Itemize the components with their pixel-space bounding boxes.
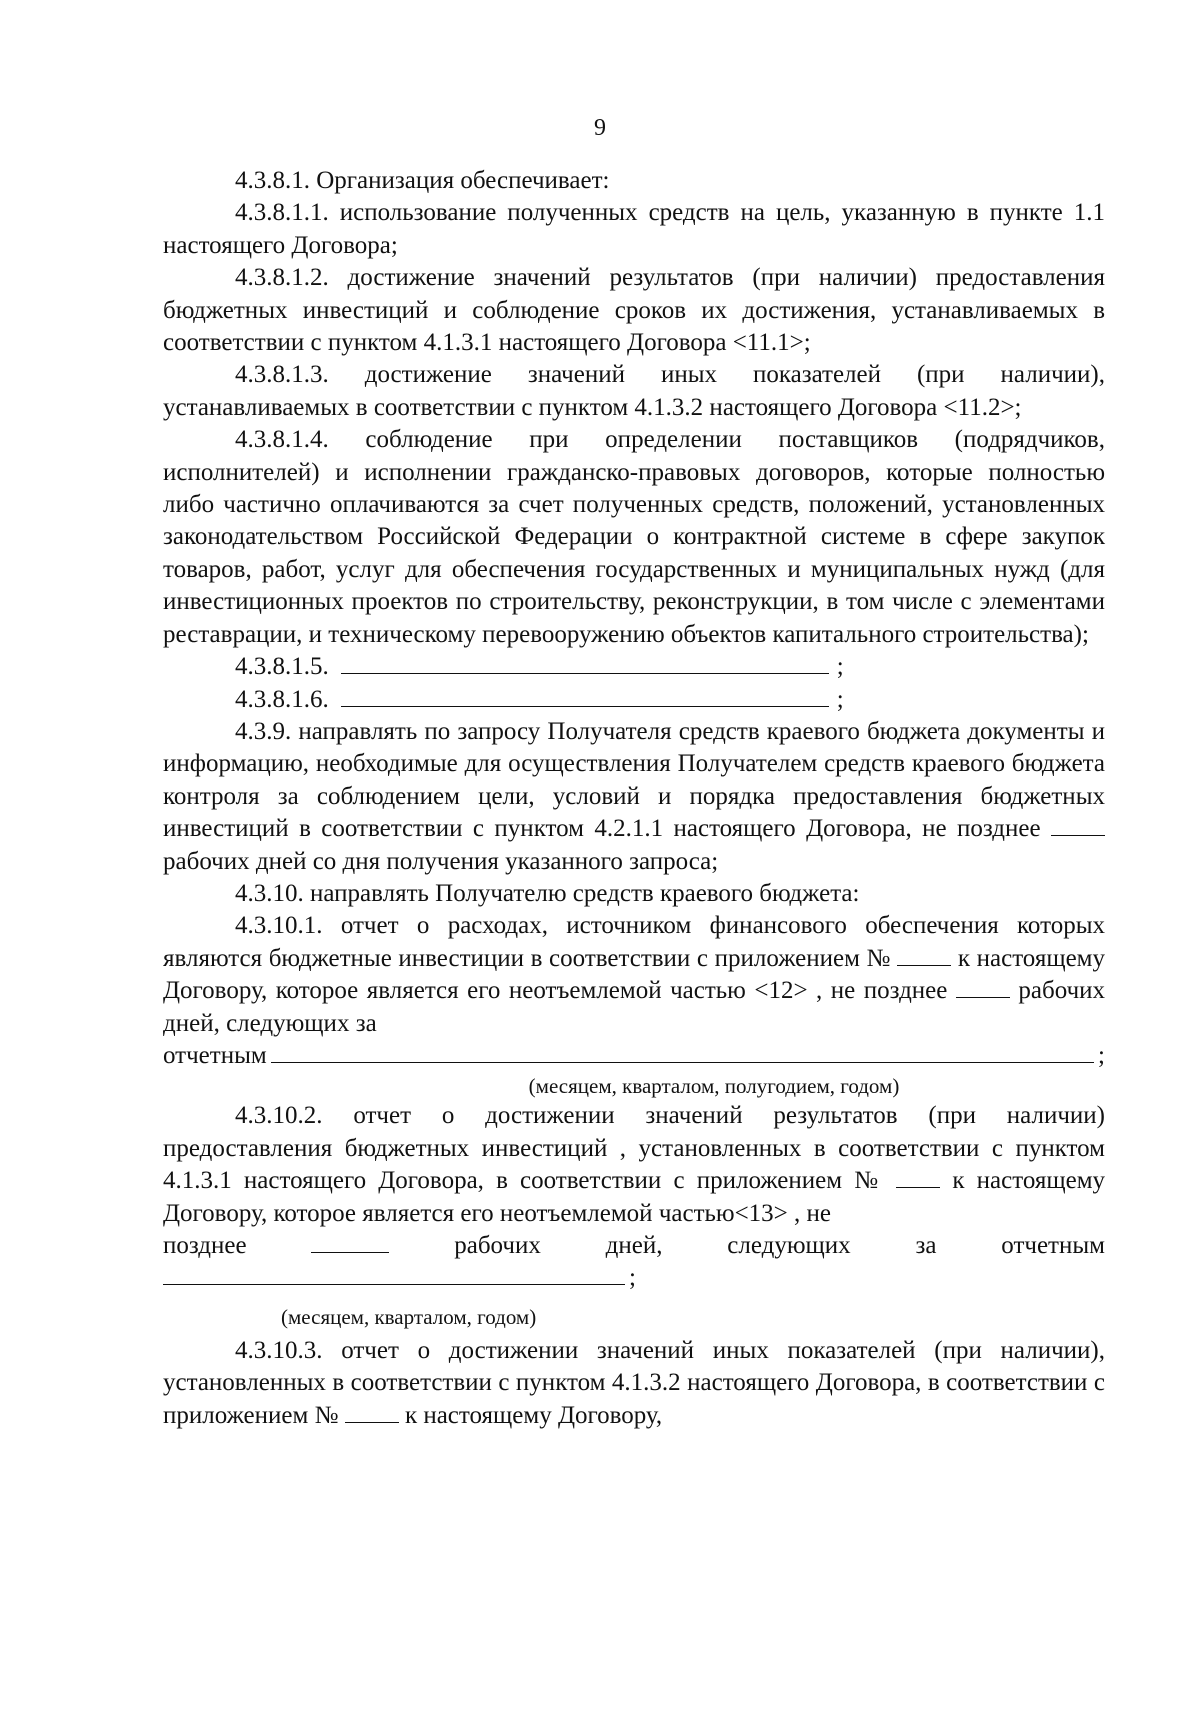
clause-4-3-9 (163, 716, 1105, 878)
clause-tail: ; (629, 1264, 636, 1292)
clause-4-3-8-1-1: 4.3.8.1.1. использование полученных средств на цель, указанную в пункте 1.1 настоящего Договора; (163, 199, 1105, 259)
reporting-period-blank[interactable] (271, 1040, 1094, 1063)
clause-text: 4.3.10.3. отчет о достижении значений иных показателей (при наличии), установленных в соответствии с пунктом 4.1.3.2 настоящего Договора, в соответствии с приложением № (163, 1336, 1105, 1429)
fill-in-blank[interactable] (341, 651, 829, 674)
clause-text: 4.3.9. направлять по запросу Получателя средств краевого бюджета документы и информацию, необходимые для осуществления Получателем средств краевого бюджета контроля за соблюдением цели, условий и порядка предоставления бюджетных инвестиций в соответствии с пунктом 4.2.1.1 настоящего Договора, не позднее (163, 717, 1105, 843)
clause-number: 4.3.8.1.5. (235, 653, 329, 681)
reporting-period-row-2 (163, 1262, 1105, 1294)
clause-4-3-8-1-5 (163, 651, 1105, 683)
clause-4-3-8-1-6 (163, 684, 1105, 716)
clause-4-3-10: 4.3.10. направлять Получателю средств краевого бюджета: (235, 879, 860, 907)
reporting-word: отчетным (163, 1041, 267, 1069)
clause-tail: ; (1098, 1041, 1105, 1069)
word: отчетным (1001, 1232, 1105, 1259)
days-blank[interactable] (1051, 813, 1105, 836)
appendix-number-blank[interactable] (345, 1400, 399, 1423)
word: следующих (727, 1232, 851, 1259)
clause-tail: ; (836, 685, 844, 713)
reporting-period-blank[interactable] (163, 1262, 625, 1285)
appendix-number-blank[interactable] (896, 1165, 940, 1188)
word: за (915, 1232, 937, 1259)
document-body (163, 165, 1105, 1432)
reporting-period-caption: (месяцем, кварталом, полугодием, годом) (528, 1074, 900, 1099)
deadline-row (163, 1230, 1105, 1262)
word: рабочих (454, 1232, 541, 1259)
clause-text: 4.3.10.2. отчет о достижении значений результатов (при наличии) предоставления бюджетных инвестиций , установленных в соответствии с пунктом 4.1.3.1 настоящего Договора, в соответствии с приложением № (163, 1102, 1105, 1195)
reporting-period-row (163, 1040, 1105, 1072)
clause-4-3-8-1-2: 4.3.8.1.2. достижение значений результатов (при наличии) предоставления бюджетных инвестиций и соблюдение сроков их достижения, устанавливаемых в соответствии с пунктом 4.1.3.1 настоящего Договора <11.1>; (163, 264, 1105, 357)
clause-text: к настоящему Договору, (404, 1401, 663, 1429)
clause-4-3-10-1 (163, 910, 1105, 1040)
clause-text: к настоящему Договору, которое является его неотъемлемой частью<13> , не (163, 1167, 1106, 1227)
clause-tail: ; (836, 653, 844, 681)
fill-in-blank[interactable] (341, 684, 829, 707)
clause-text: рабочих дней, следующих за (163, 977, 1106, 1037)
days-blank[interactable] (311, 1230, 389, 1253)
page-number: 9 (594, 115, 606, 141)
clause-4-3-10-2 (163, 1100, 1105, 1230)
clause-4-3-8-1: 4.3.8.1. Организация обеспечивает: (235, 167, 610, 194)
word: позднее (163, 1232, 247, 1259)
clause-4-3-10-3 (163, 1335, 1105, 1432)
clause-text: к настоящему Договору, которое является его неотъемлемой частью <12> , не позднее (163, 944, 1105, 1005)
clause-4-3-8-1-4: 4.3.8.1.4. соблюдение при определении поставщиков (подрядчиков, исполнителей) и исполнении гражданско-правовых договоров, которые полностью либо частично оплачиваются за счет полученных средств, положений, установленных законодательством Российской Федерации о контрактной системе в сфере закупок товаров, работ, услуг для обеспечения государственных и муниципальных нужд (для инвестиционных проектов по строительству, реконструкции, в том числе с элементами реставрации, и техническому перевооружению объектов капитального строительства); (163, 426, 1105, 648)
clause-text: рабочих дней со дня получения указанного запроса; (163, 847, 719, 875)
appendix-number-blank[interactable] (897, 943, 951, 966)
days-blank[interactable] (956, 975, 1010, 998)
word: дней, (605, 1232, 663, 1259)
reporting-period-caption-2: (месяцем, кварталом, годом) (281, 1304, 537, 1329)
clause-4-3-8-1-3: 4.3.8.1.3. достижение значений иных показателей (при наличии), устанавливаемых в соответствии с пунктом 4.1.3.2 настоящего Договора <11.2>; (163, 361, 1105, 421)
clause-text: 4.3.10.1. отчет о расходах, источником финансового обеспечения которых являются бюджетные инвестиции в соответствии с приложением № (163, 912, 1105, 972)
clause-number: 4.3.8.1.6. (235, 685, 329, 713)
